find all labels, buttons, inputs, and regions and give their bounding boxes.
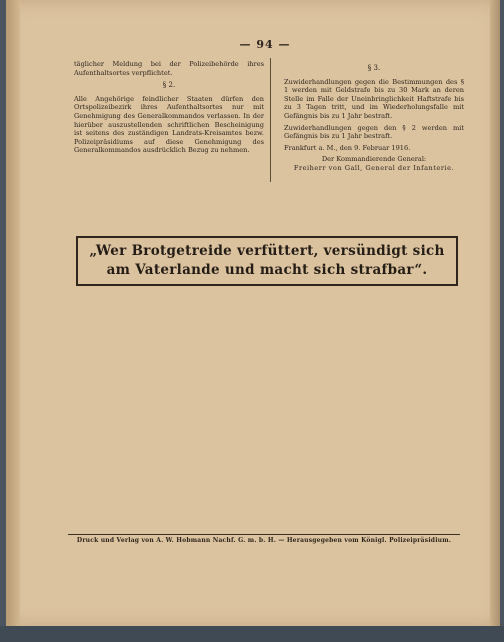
imprint-rule xyxy=(68,534,460,535)
section-3-paragraph-2: Zuwiderhandlungen gegen den § 2 werden mit Gefängnis bis zu 1 Jahr bestraft. xyxy=(284,123,464,141)
section-3-paragraph-1: Zuwiderhandlungen gegen die Bestimmungen des § 1 werden mit Geldstrafe bis zu 30 Mark an deren Stelle im Falle der Uneinbringlichkeit Haftstrafe bis zu 3 Tagen tritt, und im Wiederholungsfalle mit Gefängnis bis zu 1 Jahr bestraft. xyxy=(284,77,464,120)
notice-banner xyxy=(76,236,458,286)
page-number: — 94 — xyxy=(239,38,291,51)
banner-line-1: „Wer Brotgetreide verfüttert, versündigt sich xyxy=(89,243,445,259)
page-binding-edge xyxy=(6,0,20,626)
place-date: Frankfurt a. M., den 9. Februar 1916. xyxy=(284,143,411,152)
section-2-heading: § 2. xyxy=(162,81,176,90)
left-column xyxy=(74,60,264,158)
imprint-line: Druck und Verlag von A. W. Hobmann Nachf. G. m. b. H. — Herausgegeben vom Königl. Polizeipräsidium. xyxy=(76,537,452,544)
banner-line-2: am Vaterlande und macht sich strafbar“. xyxy=(106,262,428,278)
signer-name: Freiherr von Gall, General der Infanterie. xyxy=(293,163,455,172)
section-3-heading: § 3. xyxy=(367,64,381,72)
column-divider xyxy=(270,58,271,182)
left-intro-text: täglicher Meldung bei der Polizeibehörde ihres Aufenthaltsortes verpflichtet. xyxy=(74,60,264,77)
page-right-edge xyxy=(490,0,500,626)
scan-bottom-band xyxy=(0,626,504,642)
signer-label: Der Kommandierende General: xyxy=(321,155,427,164)
right-column xyxy=(284,60,464,173)
section-2-text: Alle Angehörige feindlicher Staaten dürfen den Ortspolizeibezirk ihres Aufenthaltsortes nur mit Genehmigung des Generalkommandos verlassen. In der hierüber auszustellenden schriftlichen Bescheinigung ist seitens des zuständigen Landrats-Kreisamtes bezw. Polizeipräsidiums auf diese Genehmigung des Generalkommandos ausdrücklich Bezug zu nehmen. xyxy=(74,94,264,155)
